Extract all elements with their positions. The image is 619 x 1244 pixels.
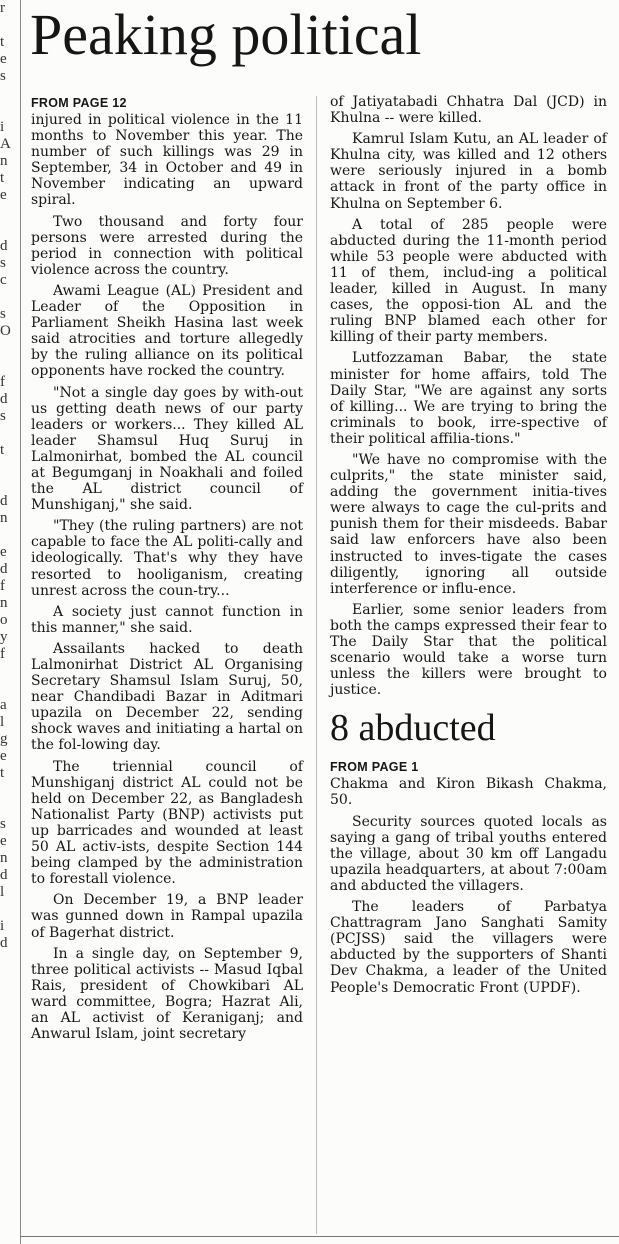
headline-8-abducted: 8 abducted	[330, 707, 496, 750]
paragraph: "They (the ruling partners) are not capable to face the AL politi-cally and ideologically. That's why they have resorted to hooliganism, creating unrest across the coun-try...	[31, 518, 303, 599]
paragraph: The triennial council of Munshiganj district AL could not be held on December 22, as Bangladesh Nationalist Party (BNP) activists put up barricades and wounded at least 50 AL activ-ists, despite Section 144 being clamped by the administration to forestall violence.	[31, 758, 303, 888]
edge-letter: s	[0, 255, 6, 271]
edge-letter: n	[0, 510, 8, 526]
paragraph: In a single day, on September 9, three political activists -- Masud Iqbal Rais, president of Chowkibari AL ward committee, Bogra; Hazrat Ali, an AL activist of Keraniganj; and Anwarul Islam, joint secretary	[31, 945, 303, 1043]
edge-letter: f	[0, 374, 5, 390]
edge-letter: g	[0, 731, 8, 747]
edge-letter: a	[0, 697, 7, 713]
paragraph: On December 19, a BNP leader was gunned down in Rampal upazila of Bagerhat district.	[31, 892, 303, 941]
paragraph: Lutfozzaman Babar, the state minister for home affairs, told The Daily Star, "We are against any sorts of killing... We are trying to bring the criminals to book, irre-spective of their political affilia-tions."	[330, 350, 607, 447]
edge-letter: d	[0, 238, 8, 254]
column-separator	[316, 96, 317, 1234]
edge-letter: s	[0, 408, 6, 424]
edge-letter	[0, 221, 16, 238]
edge-letter: i	[0, 119, 5, 135]
edge-letter	[0, 85, 16, 102]
paragraph: of Jatiyatabadi Chhatra Dal (JCD) in Khulna -- were killed.	[330, 94, 607, 127]
edge-letter: e	[0, 748, 7, 764]
edge-letter: e	[0, 544, 7, 560]
edge-letter: e	[0, 187, 7, 203]
edge-letter: s	[0, 306, 6, 322]
edge-letter: d	[0, 561, 8, 577]
headline-peaking-political: Peaking political	[30, 2, 422, 67]
edge-letter	[0, 204, 16, 221]
paragraph: Earlier, some senior leaders from both the camps expressed their fear to The Daily Star that the political scenario would take a worse turn unless the killers were brought to justice.	[330, 601, 607, 699]
left-column-body	[31, 112, 303, 1042]
adjacent-column-edge	[0, 0, 16, 1244]
article-right-column	[330, 94, 607, 1001]
edge-letter: d	[0, 493, 8, 509]
edge-letter	[0, 663, 16, 680]
edge-letter: i	[0, 918, 5, 934]
paragraph: Security sources quoted locals as saying a gang of tribal youths entered the village, about 30 km off Langadu upazila headquarters, at about 7:00am and abducted the villagers.	[330, 813, 607, 894]
edge-letter	[0, 289, 16, 306]
paragraph: Kamrul Islam Kutu, an AL leader of Khulna city, was killed and 12 others were seriously injured in a bomb attack in front of the party office in Khulna on September 6.	[330, 131, 607, 212]
edge-letter	[0, 425, 16, 442]
edge-letter: d	[0, 935, 8, 951]
edge-letter: y	[0, 629, 8, 645]
edge-letter	[0, 102, 16, 119]
paragraph: Two thousand and forty four persons were arrested during the period in connection with political violence across the country.	[31, 213, 303, 278]
edge-letter: r	[0, 0, 5, 16]
paragraph: A society just cannot function in this manner," she said.	[31, 603, 303, 636]
paragraph: Assailants hacked to death Lalmonirhat District AL Organising Secretary Shamsul Islam Suruj, 50, near Chandibadi Bazar in Aditmari upazila on December 22, sending shock waves and initiating a hartal on the fol-lowing day.	[31, 640, 303, 754]
edge-letter: t	[0, 170, 5, 186]
edge-letter: O	[0, 323, 11, 339]
paragraph: A total of 285 people were abducted during the 11-month period while 53 people were abducted with 11 of them, includ-ing a political leader, killed in August. In many cases, the opposi-tion AL and the ruling BNP blamed each other for killing of their party members.	[330, 216, 607, 346]
paragraph: injured in political violence in the 11 months to November this year. The number of such killings was 29 in September, 34 in October and 49 in November indicating an upward spiral.	[31, 112, 303, 209]
edge-letter: c	[0, 272, 7, 288]
edge-letter: f	[0, 646, 5, 662]
edge-letter: e	[0, 833, 7, 849]
edge-letter: n	[0, 595, 8, 611]
paragraph: Chakma and Kiron Bikash Chakma, 50.	[330, 776, 607, 809]
edge-letter	[0, 527, 16, 544]
column-rule-left	[20, 0, 21, 1244]
edge-letter: o	[0, 612, 8, 628]
edge-letter: f	[0, 578, 5, 594]
edge-letter	[0, 357, 16, 374]
kicker-from-page-12: FROM PAGE 12	[31, 96, 127, 110]
abducted-article-body	[330, 776, 607, 995]
edge-letter: s	[0, 816, 6, 832]
edge-letter	[0, 476, 16, 493]
paragraph: The leaders of Parbatya Chattragram Jano Sanghati Samity (PCJSS) said the villagers were abducted by the supporters of Shanti Dev Chakma, a leader of the United People's Democratic Front (UPDF).	[330, 899, 607, 996]
right-column-body	[330, 94, 607, 698]
edge-letter	[0, 680, 16, 697]
article-left-column	[31, 96, 303, 1047]
edge-letter	[0, 799, 16, 816]
edge-letter: t	[0, 765, 5, 781]
edge-letter	[0, 340, 16, 357]
paragraph: "We have no compromise with the culprits," the state minister said, adding the government initia-tives were always to cage the cul-prits and punish them for their misdeeds. Babar said law enforcers have also been instructed to inves-tigate the cases diligently, ignoring all outside interference or influ-ence.	[330, 451, 607, 597]
edge-letter: t	[0, 442, 5, 458]
edge-letter	[0, 782, 16, 799]
edge-letter: l	[0, 884, 5, 900]
edge-letter: d	[0, 867, 8, 883]
edge-letter: s	[0, 68, 6, 84]
paragraph: Awami League (AL) President and Leader of the Opposition in Parliament Sheikh Hasina last week said atrocities and torture allegedly by the ruling alliance on its political opponents have rocked the country.	[31, 282, 303, 380]
paragraph: "Not a single day goes by with-out us getting death news of our party leaders or workers... They killed AL leader Shamsul Huq Suruj in Lalmonirhat, bombed the AL council at Begumganj in Noakhali and foiled the AL district council of Munshiganj," she said.	[31, 384, 303, 514]
kicker-from-page-1: FROM PAGE 1	[330, 760, 419, 775]
edge-letter: n	[0, 850, 8, 866]
edge-letter: e	[0, 51, 7, 67]
edge-letter: l	[0, 714, 5, 730]
edge-letter: n	[0, 153, 8, 169]
page-rule-bottom	[20, 1236, 619, 1237]
edge-letter: A	[0, 136, 11, 152]
edge-letter	[0, 17, 16, 34]
edge-letter	[0, 901, 16, 918]
edge-letter	[0, 459, 16, 476]
edge-letter: t	[0, 34, 5, 50]
edge-letter: d	[0, 391, 8, 407]
